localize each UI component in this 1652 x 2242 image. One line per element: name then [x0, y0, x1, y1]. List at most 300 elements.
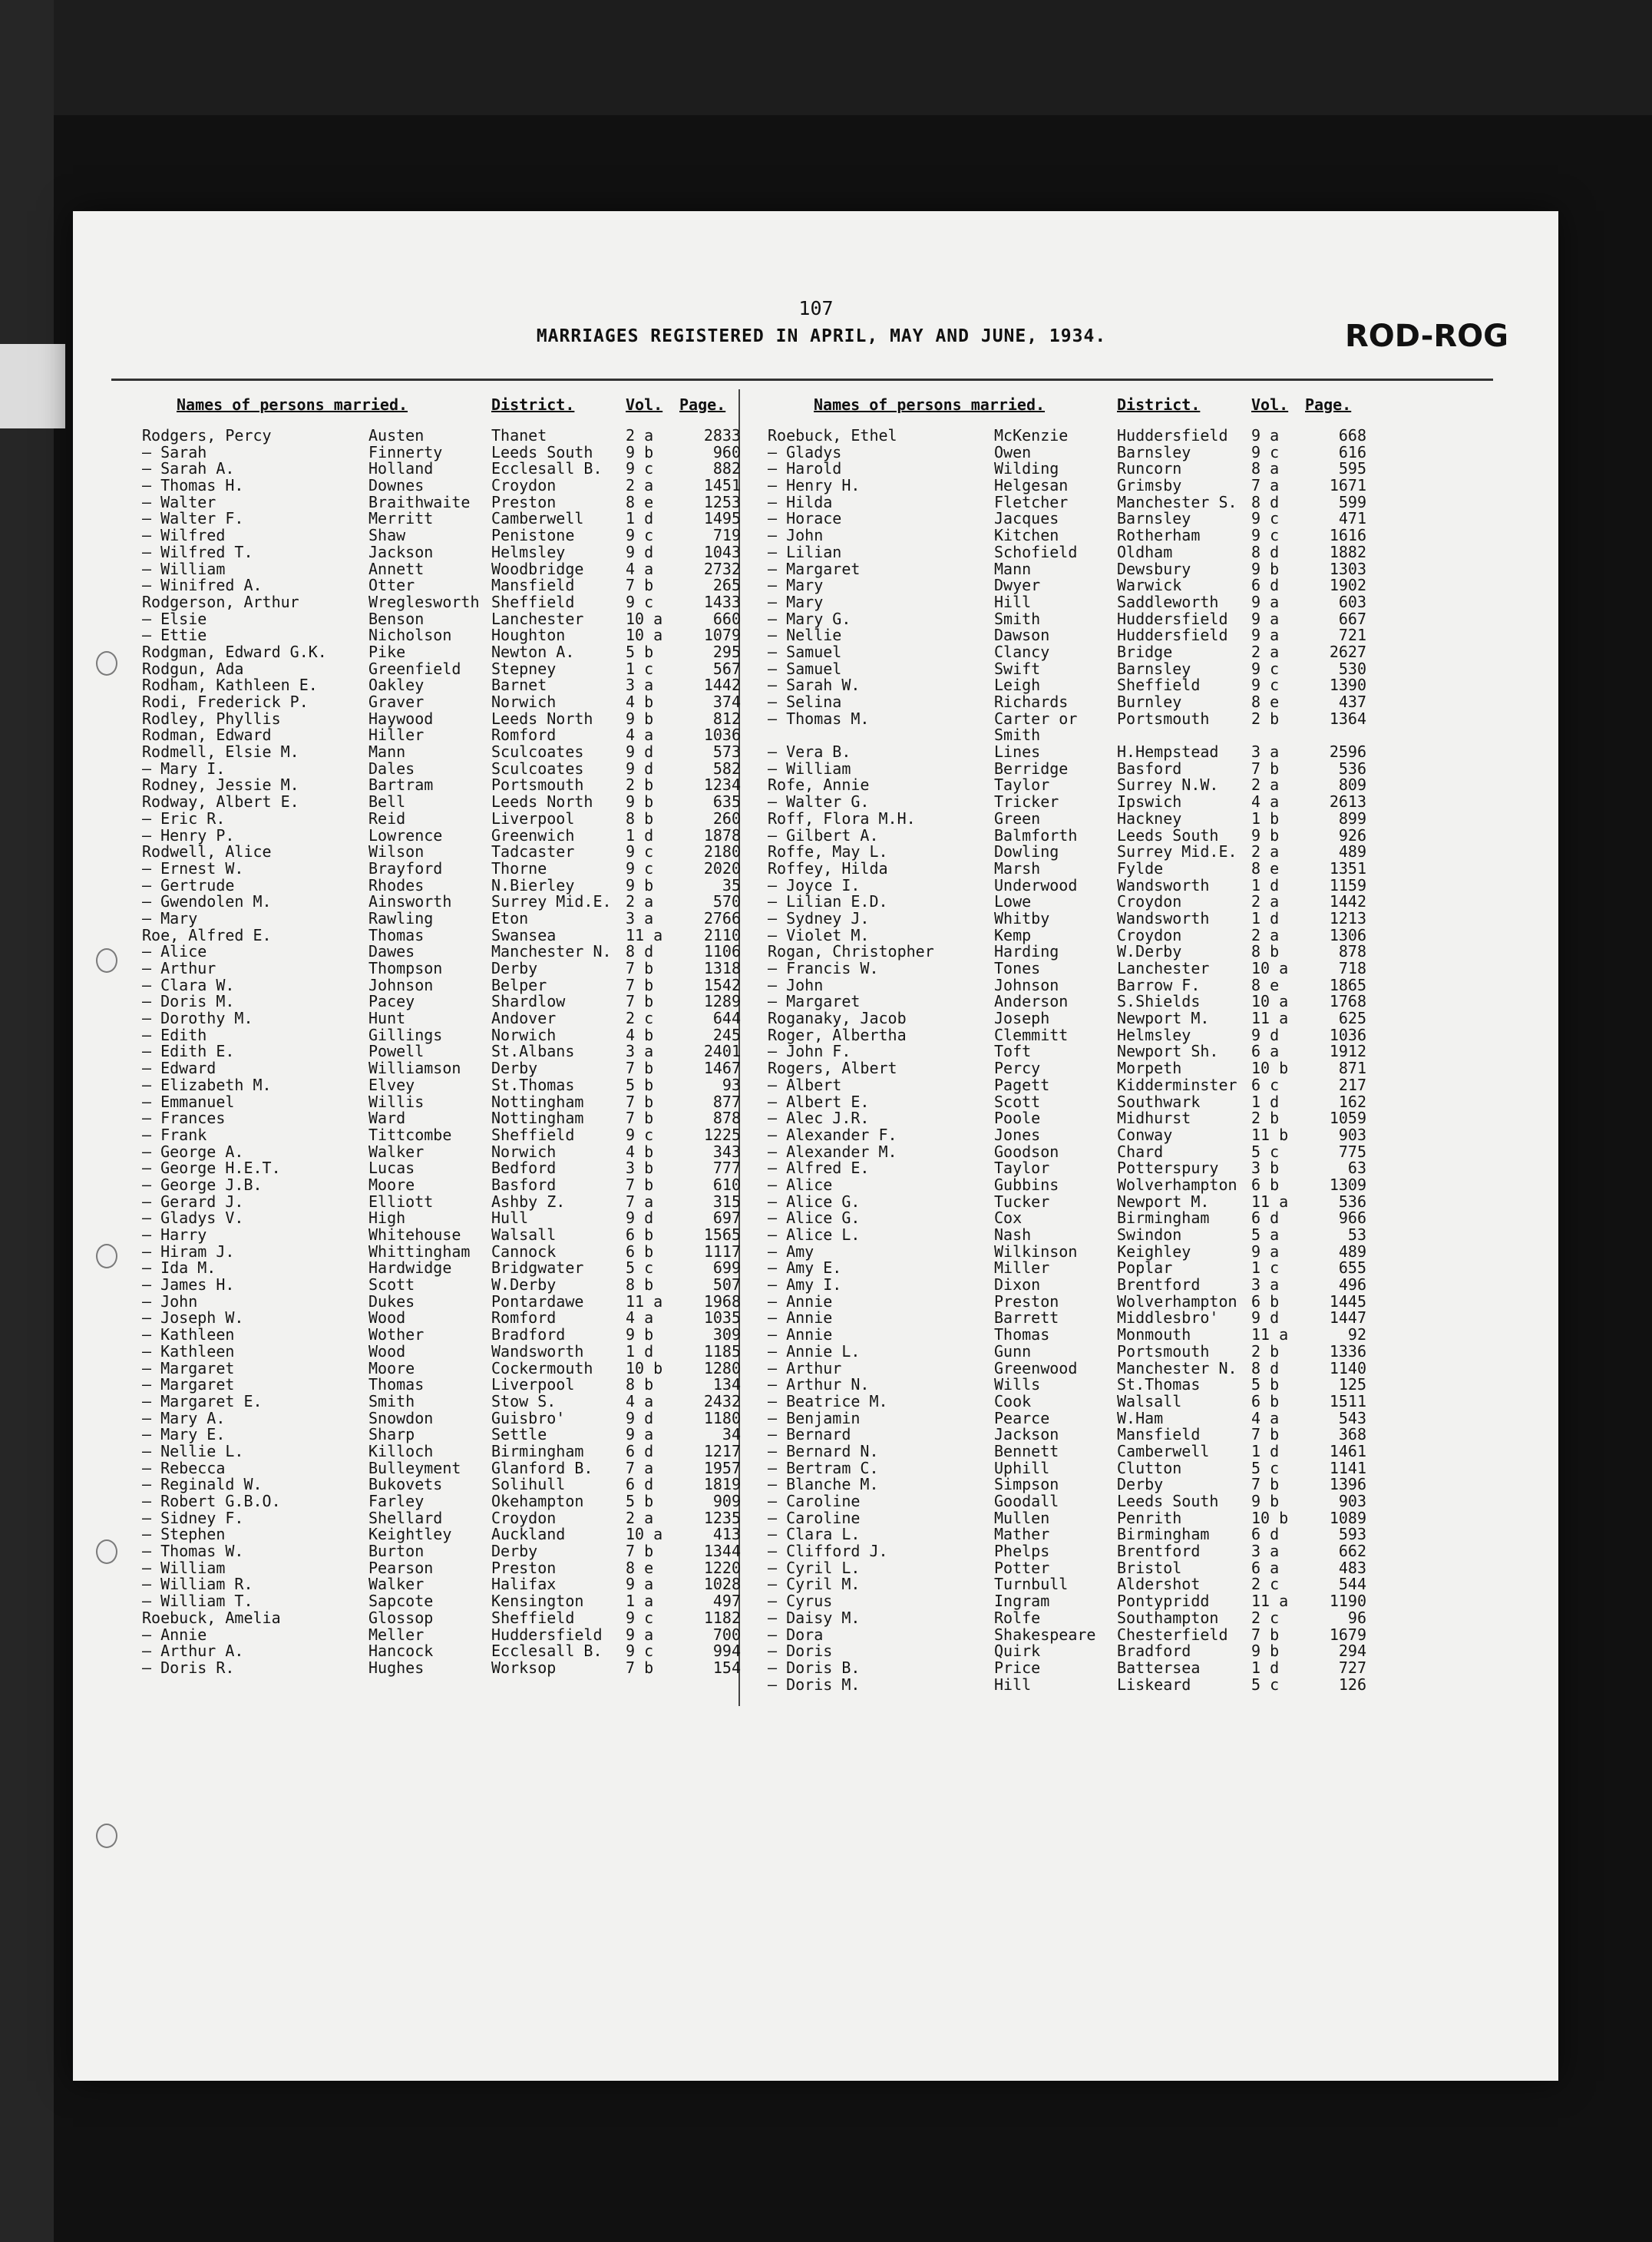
paper-tab	[0, 344, 65, 428]
entry-name: — Margaret	[768, 559, 861, 578]
entry-page: 1902	[1329, 576, 1366, 595]
entry-dist: Birmingham	[1117, 1525, 1210, 1544]
entry-spouse: Elvey	[368, 1075, 415, 1094]
entry-vol: 10 a	[626, 626, 663, 645]
entry-spouse: Whittingham	[368, 1242, 471, 1261]
entry-vol: 9 a	[626, 1575, 654, 1594]
entry-page: 1396	[1329, 1475, 1366, 1494]
entry-vol: 8 e	[1251, 858, 1280, 878]
entry-dist: Birmingham	[491, 1441, 584, 1460]
entry-dist: Sheffield	[491, 592, 575, 611]
entry-spouse: Brayford	[368, 858, 443, 878]
entry-page: 903	[1338, 1125, 1366, 1144]
entry-page: 544	[1338, 1575, 1366, 1594]
entry-spouse: Hardwidge	[368, 1258, 452, 1278]
entry-spouse: Walker	[368, 1142, 425, 1161]
entry-dist: Thorne	[491, 858, 547, 878]
entry-vol: 4 a	[1251, 1408, 1280, 1427]
entry-dist: Pontypridd	[1117, 1592, 1210, 1611]
entry-dist: Leeds South	[1117, 1492, 1219, 1510]
entry-name: Rodwell, Alice	[142, 842, 272, 861]
entry-spouse: Shaw	[368, 526, 406, 545]
entry-dist: Mansfield	[491, 576, 575, 595]
entry-page: 1451	[703, 476, 741, 495]
entry-dist: Fylde	[1117, 858, 1164, 878]
entry-spouse: Balmforth	[994, 825, 1078, 845]
entry-name: — Blanche M.	[768, 1475, 879, 1494]
entry-dist: Huddersfield	[1117, 626, 1228, 645]
entry-page: 2627	[1329, 642, 1366, 661]
entry-page: 413	[712, 1525, 741, 1544]
entry-name: — Joseph W.	[142, 1308, 244, 1328]
entry-dist: Wolverhampton	[1117, 1291, 1237, 1311]
entry-name: — Walter G.	[768, 792, 870, 812]
entry-dist: Preston	[491, 1558, 557, 1577]
entry-page: 295	[712, 642, 741, 661]
entry-name: — Caroline	[768, 1492, 861, 1510]
entry-vol: 1 c	[626, 659, 654, 678]
entry-vol: 1 d	[626, 1341, 654, 1361]
entry-name: Rodmell, Elsie M.	[142, 742, 299, 762]
entry-page: 1957	[703, 1458, 741, 1477]
entry-dist: Guisbro'	[491, 1408, 566, 1427]
entry-name: — Doris B.	[768, 1658, 861, 1677]
entry-dist: Dewsbury	[1117, 559, 1191, 578]
entry-name: — Horace	[768, 509, 842, 528]
entry-dist: Swindon	[1117, 1225, 1182, 1244]
entry-vol: 7 b	[626, 1658, 654, 1677]
entry-page: 582	[712, 759, 741, 778]
entry-spouse: Bennett	[994, 1441, 1059, 1460]
entry-dist: Middlesbro'	[1117, 1308, 1219, 1328]
entry-name: — Wilfred	[142, 526, 226, 545]
entry-spouse: Wother	[368, 1325, 425, 1344]
entry-name: — Reginald W.	[142, 1475, 263, 1494]
entry-dist: Cannock	[491, 1242, 557, 1261]
entry-dist: Norwich	[491, 693, 557, 711]
entry-name: — Doris M.	[768, 1675, 861, 1694]
entry-name: — Annie	[768, 1325, 833, 1344]
entry-dist: Stepney	[491, 659, 557, 678]
entry-vol: 9 c	[626, 1125, 654, 1144]
entry-spouse: Dwyer	[994, 576, 1041, 595]
entry-vol: 7 a	[1251, 476, 1280, 495]
entry-name: — Mary A.	[142, 1408, 226, 1427]
entry-dist: Southwark	[1117, 1092, 1201, 1111]
entry-page: 1306	[1329, 925, 1366, 944]
entry-vol: 2 b	[1251, 709, 1280, 728]
entry-page: 599	[1338, 492, 1366, 511]
entry-spouse: Underwood	[994, 875, 1078, 894]
entry-vol: 8 b	[626, 1375, 654, 1394]
entry-dist: Settle	[491, 1425, 547, 1444]
scan-background-top	[0, 0, 1652, 115]
entry-dist: Auckland	[491, 1525, 566, 1544]
entry-spouse: Gunn	[994, 1341, 1032, 1361]
entry-name: — Annie	[142, 1625, 207, 1644]
entry-name: — Mary G.	[768, 609, 851, 628]
entry-vol: 7 b	[1251, 1625, 1280, 1644]
entry-name: — Annie	[768, 1308, 833, 1328]
entry-page: 1442	[1329, 892, 1366, 911]
entry-dist: Battersea	[1117, 1658, 1201, 1677]
entry-page: 1390	[1329, 676, 1366, 695]
entry-spouse: Ward	[368, 1109, 406, 1128]
entry-page: 1309	[1329, 1175, 1366, 1194]
entry-vol: 9 a	[1251, 609, 1280, 628]
entry-page: 2833	[703, 426, 741, 445]
entry-name: — George A.	[142, 1142, 244, 1161]
entry-dist: Aldershot	[1117, 1575, 1201, 1594]
entry-name: — Amy	[768, 1242, 814, 1261]
entry-spouse: Tittcombe	[368, 1125, 452, 1144]
entry-spouse: Nash	[994, 1225, 1032, 1244]
entry-name: — Alexander F.	[768, 1125, 897, 1144]
entry-page: 1117	[703, 1242, 741, 1261]
entry-name: — John	[768, 526, 824, 545]
entry-dist: Lanchester	[1117, 959, 1210, 977]
entry-page: 1182	[703, 1608, 741, 1627]
entry-vol: 11 a	[626, 925, 663, 944]
entry-dist: Brentford	[1117, 1542, 1201, 1561]
entry-vol: 11 a	[1251, 1592, 1289, 1611]
entry-spouse: Shellard	[368, 1508, 443, 1527]
entry-page: 878	[712, 1109, 741, 1128]
entry-dist: Wandsworth	[1117, 908, 1210, 928]
entry-page: 1035	[703, 1308, 741, 1328]
entry-page: 1079	[703, 626, 741, 645]
entry-page: 697	[712, 1209, 741, 1228]
entry-page: 1036	[1329, 1025, 1366, 1044]
entry-dist: Camberwell	[1117, 1441, 1210, 1460]
entry-name: — John F.	[768, 1042, 851, 1061]
entry-name: — Sarah A.	[142, 459, 235, 478]
entry-name: Roe, Alfred E.	[142, 925, 272, 944]
entry-vol: 9 b	[626, 792, 654, 812]
entry-spouse: Anderson	[994, 992, 1069, 1011]
entry-page: 909	[712, 1492, 741, 1510]
entry-spouse: Keightley	[368, 1525, 452, 1544]
entry-dist: Bridgwater	[491, 1258, 584, 1278]
entry-dist: Belper	[491, 975, 547, 994]
entry-vol: 7 b	[626, 1175, 654, 1194]
entry-vol: 4 b	[626, 693, 654, 711]
entry-vol: 2 b	[1251, 1341, 1280, 1361]
entry-vol: 7 b	[626, 1059, 654, 1078]
entry-vol: 8 d	[1251, 542, 1280, 561]
entry-page: 63	[1347, 1159, 1366, 1178]
entry-dist: Tadcaster	[491, 842, 575, 861]
entry-page: 635	[712, 792, 741, 812]
entry-dist: Bridge	[1117, 642, 1173, 661]
entry-dist: Woodbridge	[491, 559, 584, 578]
entry-spouse: Hunt	[368, 1009, 406, 1028]
entry-dist: Chesterfield	[1117, 1625, 1228, 1644]
entry-name: Roebuck, Amelia	[142, 1608, 281, 1627]
entry-name: — Arthur N.	[768, 1375, 870, 1394]
entry-spouse: Whitby	[994, 908, 1050, 928]
entry-name: — Dora	[768, 1625, 824, 1644]
entry-vol: 7 b	[626, 992, 654, 1011]
entry-page: 309	[712, 1325, 741, 1344]
entry-vol: 7 b	[626, 576, 654, 595]
entry-dist: Sheffield	[1117, 676, 1201, 695]
entry-name: — Elsie	[142, 609, 207, 628]
entry-spouse: Killoch	[368, 1441, 434, 1460]
entry-dist: Huddersfield	[1117, 426, 1228, 445]
entry-page: 966	[1338, 1209, 1366, 1228]
entry-spouse: Thompson	[368, 959, 443, 977]
entry-spouse: Dukes	[368, 1291, 415, 1311]
entry-vol: 5 b	[626, 1492, 654, 1510]
entry-dist: Penistone	[491, 526, 575, 545]
entry-spouse: Hill	[994, 592, 1032, 611]
entry-spouse: Kitchen	[994, 526, 1059, 545]
entry-spouse: Goodall	[994, 1492, 1059, 1510]
entry-dist: Basford	[491, 1175, 557, 1194]
entry-spouse: Richards	[994, 693, 1069, 711]
entry-spouse: Thomas	[368, 925, 425, 944]
entry-dist: Southampton	[1117, 1608, 1219, 1627]
entry-vol: 9 d	[626, 742, 654, 762]
entry-spouse: Lines	[994, 742, 1041, 762]
entry-vol: 1 d	[1251, 1092, 1280, 1111]
entry-spouse: Dowling	[994, 842, 1059, 861]
entry-page: 1336	[1329, 1341, 1366, 1361]
entry-dist: Saddleworth	[1117, 592, 1219, 611]
entry-spouse: Walker	[368, 1575, 425, 1594]
entry-vol: 6 b	[1251, 1175, 1280, 1194]
entry-spouse: Goodson	[994, 1142, 1059, 1161]
entry-name: Rodley, Phyllis	[142, 709, 281, 728]
entry-dist: Pontardawe	[491, 1291, 584, 1311]
entry-dist: Stow S.	[491, 1391, 557, 1410]
entry-spouse: Thomas	[368, 1375, 425, 1394]
entry-spouse: Simpson	[994, 1475, 1059, 1494]
entry-dist: Derby	[491, 1059, 538, 1078]
entry-spouse: Moore	[368, 1358, 415, 1377]
entry-vol: 6 b	[1251, 1291, 1280, 1311]
entry-page: 1671	[1329, 476, 1366, 495]
entry-spouse: Jackson	[368, 542, 434, 561]
entry-vol: 6 a	[1251, 1558, 1280, 1577]
entry-spouse: Merritt	[368, 509, 434, 528]
entry-name: — Hiram J.	[142, 1242, 235, 1261]
entry-name: Rodway, Albert E.	[142, 792, 299, 812]
entry-spouse: Wilson	[368, 842, 425, 861]
entry-spouse: Dawson	[994, 626, 1050, 645]
entry-spouse: Clancy	[994, 642, 1050, 661]
entry-page: 926	[1338, 825, 1366, 845]
entry-page: 2432	[703, 1391, 741, 1410]
entry-dist: Barnet	[491, 676, 547, 695]
entry-page: 593	[1338, 1525, 1366, 1544]
entry-vol: 9 d	[626, 1209, 654, 1228]
entry-name: — William	[142, 559, 226, 578]
entry-dist: Derby	[491, 1542, 538, 1561]
entry-vol: 4 a	[626, 1391, 654, 1410]
entry-page: 96	[1347, 1608, 1366, 1627]
entry-page: 2732	[703, 559, 741, 578]
entry-page: 1495	[703, 509, 741, 528]
entry-page: 1190	[1329, 1592, 1366, 1611]
entry-dist: Grimsby	[1117, 476, 1182, 495]
entry-name: — Bernard N.	[768, 1441, 879, 1460]
entry-name: — Mary E.	[142, 1425, 226, 1444]
entry-dist: Camberwell	[491, 509, 584, 528]
entry-vol: 9 a	[1251, 426, 1280, 445]
entry-page: 125	[1338, 1375, 1366, 1394]
entry-vol: 1 b	[1251, 809, 1280, 828]
entry-page: 368	[1338, 1425, 1366, 1444]
entry-page: 1303	[1329, 559, 1366, 578]
entry-dist: Helmsley	[491, 542, 566, 561]
entry-name: — Alfred E.	[768, 1159, 870, 1178]
entry-dist: Cockermouth	[491, 1358, 593, 1377]
entry-spouse: Nicholson	[368, 626, 452, 645]
entry-spouse: Uphill	[994, 1458, 1050, 1477]
entry-vol: 10 a	[1251, 992, 1289, 1011]
entry-page: 53	[1347, 1225, 1366, 1244]
entry-page: 1912	[1329, 1042, 1366, 1061]
entry-vol: 9 b	[626, 442, 654, 461]
entry-name: — Albert E.	[768, 1092, 870, 1111]
entry-vol: 3 b	[1251, 1159, 1280, 1178]
entry-page: 2020	[703, 858, 741, 878]
entry-vol: 2 a	[1251, 842, 1280, 861]
entry-page: 374	[712, 693, 741, 711]
entry-name: — William R.	[142, 1575, 253, 1594]
entry-spouse: Barrett	[994, 1308, 1059, 1328]
entry-name: — Mary	[142, 908, 198, 928]
entry-spouse: Johnson	[994, 975, 1059, 994]
entry-spouse: Clemmitt	[994, 1025, 1069, 1044]
entry-vol: 9 c	[1251, 509, 1280, 528]
entry-spouse: Carter or	[994, 709, 1078, 728]
page-header: Page.	[679, 395, 726, 414]
entry-name: — John	[768, 975, 824, 994]
entry-name: — Walter F.	[142, 509, 244, 528]
entry-dist: Surrey N.W.	[1117, 775, 1219, 795]
entry-vol: 4 a	[626, 559, 654, 578]
entry-name: Rodgers, Percy	[142, 426, 272, 445]
entry-spouse: Scott	[368, 1275, 415, 1295]
entry-spouse: Phelps	[994, 1542, 1050, 1561]
entry-name: — William	[768, 759, 851, 778]
entry-name: — Winifred A.	[142, 576, 263, 595]
entry-dist: Hull	[491, 1209, 529, 1228]
entry-spouse: Berridge	[994, 759, 1069, 778]
entry-dist: Brentford	[1117, 1275, 1201, 1295]
entry-name: — John	[142, 1291, 198, 1311]
entry-page: 1968	[703, 1291, 741, 1311]
entry-spouse: Shakespeare	[994, 1625, 1096, 1644]
entry-spouse: Benson	[368, 609, 425, 628]
entry-spouse: Hill	[994, 1675, 1032, 1694]
page-title: MARRIAGES REGISTERED IN APRIL, MAY AND JUNE, 1934.	[536, 326, 1107, 346]
entry-name: — Walter	[142, 492, 216, 511]
entry-page: 721	[1338, 626, 1366, 645]
entry-vol: 4 b	[626, 1142, 654, 1161]
entry-page: 536	[1338, 759, 1366, 778]
entry-spouse: Greenwood	[994, 1358, 1078, 1377]
entry-vol: 6 d	[626, 1441, 654, 1460]
entry-dist: Ashby Z.	[491, 1192, 566, 1211]
entry-page: 245	[712, 1025, 741, 1044]
entry-spouse: Bartram	[368, 775, 434, 795]
entry-vol: 7 b	[626, 959, 654, 977]
entry-spouse: Sharp	[368, 1425, 415, 1444]
entry-vol: 8 e	[626, 1558, 654, 1577]
entry-page: 1217	[703, 1441, 741, 1460]
entry-name: — Elizabeth M.	[142, 1075, 272, 1094]
entry-name: Rodi, Frederick P.	[142, 693, 309, 711]
entry-spouse: Smith	[368, 1391, 415, 1410]
entry-spouse: Greenfield	[368, 659, 461, 678]
entry-vol: 11 b	[1251, 1125, 1289, 1144]
entry-page: 610	[712, 1175, 741, 1194]
entry-vol: 4 a	[626, 1308, 654, 1328]
entry-name: Rodgun, Ada	[142, 659, 244, 678]
entry-name: — Henry P.	[142, 825, 235, 845]
entry-page: 1542	[703, 975, 741, 994]
entry-vol: 9 c	[626, 526, 654, 545]
entry-dist: Derby	[1117, 1475, 1164, 1494]
entry-vol: 9 d	[626, 542, 654, 561]
entry-vol: 10 b	[1251, 1059, 1289, 1078]
entry-vol: 9 c	[626, 459, 654, 478]
entry-dist: Runcorn	[1117, 459, 1182, 478]
entry-dist: Bradford	[491, 1325, 566, 1344]
entry-name: — Bertram C.	[768, 1458, 879, 1477]
entry-name: — Mary	[768, 576, 824, 595]
entry-spouse: Annett	[368, 559, 425, 578]
entry-dist: Huddersfield	[491, 1625, 603, 1644]
entry-spouse: Jacques	[994, 509, 1059, 528]
entry-vol: 8 b	[1251, 942, 1280, 961]
entry-dist: Halifax	[491, 1575, 557, 1594]
entry-vol: 8 b	[626, 809, 654, 828]
entry-vol: 2 b	[626, 775, 654, 795]
entry-vol: 9 c	[626, 1608, 654, 1627]
entry-name: — Gwendolen M.	[142, 892, 272, 911]
entry-page: 489	[1338, 1242, 1366, 1261]
entry-name: — Sidney F.	[142, 1508, 244, 1527]
entry-spouse: Mann	[994, 559, 1032, 578]
entry-name: — Rebecca	[142, 1458, 226, 1477]
entry-spouse: Percy	[994, 1059, 1041, 1078]
entry-dist: Ecclesall B.	[491, 1642, 603, 1661]
entry-vol: 10 b	[1251, 1508, 1289, 1527]
entry-spouse: Gubbins	[994, 1175, 1059, 1194]
entry-spouse: Schofield	[994, 542, 1078, 561]
entry-spouse: Cook	[994, 1391, 1032, 1410]
entry-page: 871	[1338, 1059, 1366, 1078]
entry-dist: W.Ham	[1117, 1408, 1164, 1427]
entry-spouse: Pearce	[994, 1408, 1050, 1427]
entry-page: 719	[712, 526, 741, 545]
entry-vol: 5 b	[626, 1075, 654, 1094]
entry-name: Roffe, May L.	[768, 842, 888, 861]
entry-name: — Alice G.	[768, 1209, 861, 1228]
entry-dist: Barnsley	[1117, 659, 1191, 678]
entry-spouse: Potter	[994, 1558, 1050, 1577]
entry-name: — Edith E.	[142, 1042, 235, 1061]
entry-spouse: Haywood	[368, 709, 434, 728]
entry-dist: Newport Sh.	[1117, 1042, 1219, 1061]
entry-vol: 9 c	[1251, 676, 1280, 695]
entry-name: — Doris R.	[142, 1658, 235, 1677]
